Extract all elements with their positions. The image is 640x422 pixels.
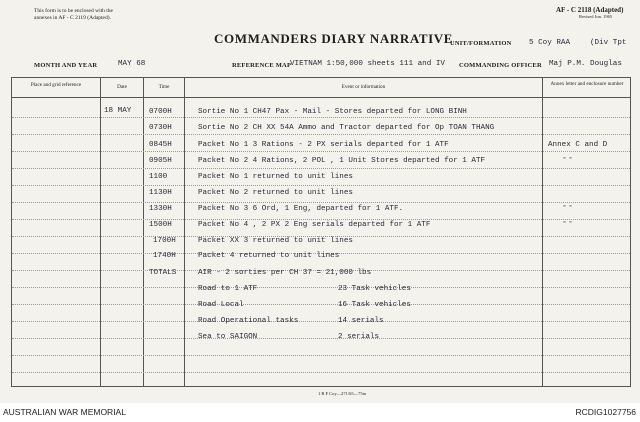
ruling-line [12,338,630,339]
column-divider [542,77,543,387]
column-divider [11,77,12,387]
column-divider [100,77,101,387]
header-bottom-border [11,97,631,98]
totals-value: 16 Task vehicles [338,301,411,309]
column-divider [184,77,185,387]
column-divider [630,77,631,387]
row-time: 0700H [149,108,172,116]
month-value: MAY 68 [118,60,146,68]
archive-footer [0,403,640,422]
row-time: 1700H [153,237,176,245]
row-event: Packet XX 3 returned to unit lines [198,237,353,245]
archive-reference: RCDIG1027756 [575,407,636,417]
archive-name: AUSTRALIAN WAR MEMORIAL [3,407,126,417]
row-annex: " " [563,205,573,211]
row-annex: Annex C and D [548,141,608,149]
ruling-line [12,287,630,288]
row-event: Packet 4 returned to unit lines [198,252,340,260]
totals-item: Road Local [198,301,244,309]
row-time: 1500H [149,221,172,229]
row-event: Packet No 3 6 Ord, 1 Eng, departed for 1 ATF. [198,205,404,213]
column-header-date: Date [117,84,127,90]
reference-map-value: VIETNAM 1:50,000 sheets 111 and IV [290,60,445,68]
reference-map-label: REFERENCE MAP [232,62,292,69]
ruling-line [12,151,630,152]
ruling-line [12,304,630,305]
row-event: Packet No 1 returned to unit lines [198,173,353,181]
row-event: Sortie No 2 CH XX 54A Ammo and Tractor departed for Op TOAN THANG [198,124,495,132]
column-header-place: Place and grid reference [30,82,82,88]
ruling-line [12,321,630,322]
totals-value: 23 Task vehicles [338,285,411,293]
form-code: AF - C 2118 (Adapted) [556,6,624,14]
totals-item: Sea to SAIGON [198,333,258,341]
row-time: 1100 [149,173,168,181]
enclosure-note [34,8,113,22]
row-annex: " " [563,157,573,163]
row-time: 1330H [149,205,172,213]
month-label: MONTH AND YEAR [34,62,98,69]
totals-value: 14 serials [338,317,384,325]
column-header-event: Event or information [341,84,386,90]
row-time: 1130H [149,189,172,197]
unit-value-2: (Div Tpt [590,39,627,47]
row-event: Packet No 2 4 Rations, 2 POL , 1 Unit Stores departed for 1 ATF [198,157,486,165]
ruling-line [12,185,630,186]
row-event: Packet No 1 3 Rations - 2 PX serials departed for 1 ATF [198,141,449,149]
unit-label: UNIT/FORMATION [450,40,512,47]
ruling-line [12,202,630,203]
totals-item: Road Operational tasks [198,317,299,325]
row-event: Packet No 2 returned to unit lines [198,189,353,197]
form-revised: Revised Jun. 1965 [579,14,613,19]
ruling-line [12,134,630,135]
unit-value: 5 Coy RAA [529,39,571,47]
row-time: 0845H [149,141,172,149]
enclosure-note-line: This form is to be enclosed with the [34,8,113,14]
commanding-officer-value: Maj P.M. Douglas [549,60,622,68]
ruling-line [12,168,630,169]
totals-air: AIR - 2 sorties per CH 37 = 21,000 lbs [198,269,372,277]
table-bottom-border [11,386,631,387]
ruling-line [12,355,630,356]
row-event: Sortie No 1 CH47 Pax - Mail - Stores departed for LONG BINH [198,108,467,116]
row-date: 18 MAY [104,107,132,115]
row-time: 0905H [149,157,172,165]
column-divider [143,77,144,387]
commanding-officer-label: COMMANDING OFFICER [459,62,542,69]
row-annex: " " [563,221,573,227]
totals-value: 2 serials [338,333,380,341]
row-time: 1740H [153,252,176,260]
row-time: 0730H [149,124,172,132]
ruling-line [12,117,630,118]
column-header-annex: Annex letter and enclosure number [550,81,624,87]
enclosure-note-line: annexes in AF - C 2119 (Adapted). [34,15,111,21]
form-title: COMMANDERS DIARY NARRATIVE [214,31,454,46]
ruling-line [12,372,630,373]
ruling-line [12,219,630,220]
table-top-border [11,77,631,78]
row-event: Packet No 4 , 2 PX 2 Eng serials departed for 1 ATF [198,221,431,229]
totals-label: TOTALS [149,269,177,277]
column-header-time: Time [158,84,170,90]
totals-item: Road to 1 ATF [198,285,258,293]
printer-mark: 1 B F Coy—271/65—75m [318,391,367,396]
